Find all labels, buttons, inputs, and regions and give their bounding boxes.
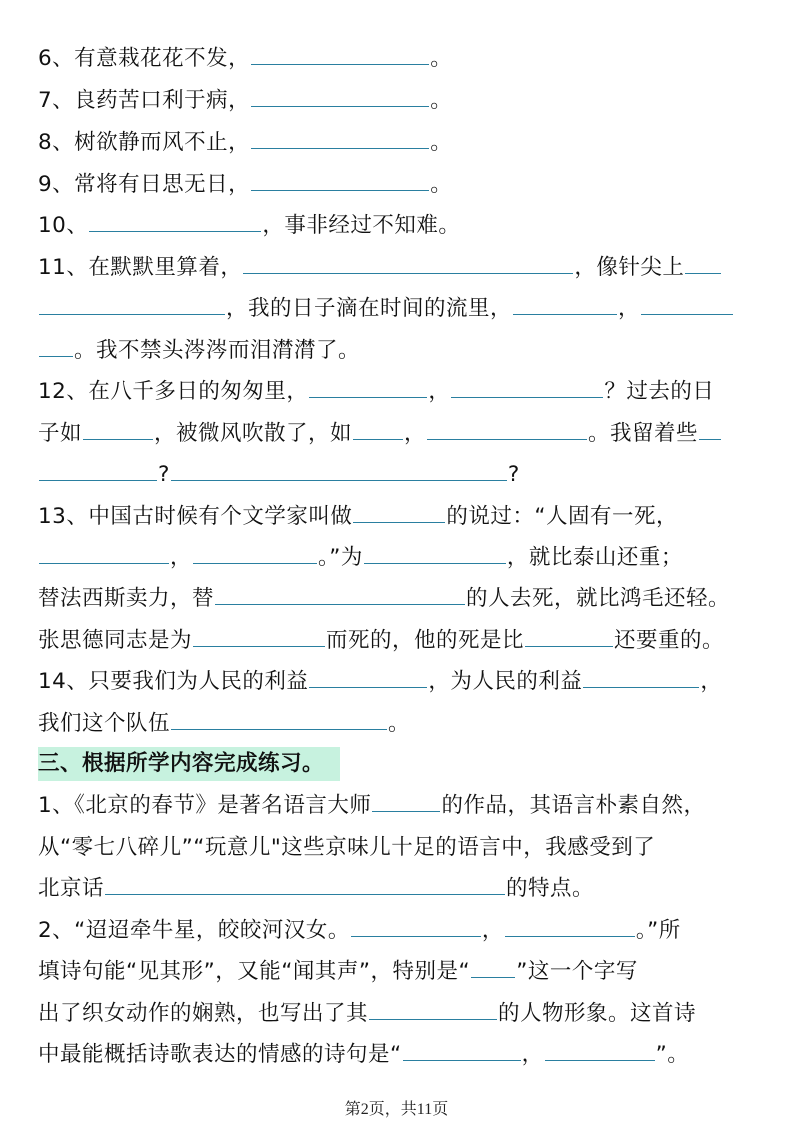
section-3-heading bbox=[38, 747, 340, 781]
answer-blank[interactable] bbox=[505, 935, 635, 937]
question-11-line-3: 。我不禁头涔涔而泪潸潸了。 bbox=[38, 336, 360, 366]
answer-blank[interactable] bbox=[251, 63, 429, 65]
answer-blank[interactable] bbox=[583, 686, 699, 688]
section-3-question-2-line-3: 出了织女动作的娴熟，也写出了其 的人物形象。这首诗 bbox=[38, 1001, 697, 1026]
answer-blank[interactable] bbox=[372, 810, 440, 812]
question-14-line-1: 14、只要我们为人民的利益 ，为人民的利益 ， bbox=[38, 669, 723, 694]
answer-blank[interactable] bbox=[369, 1018, 497, 1020]
answer-blank[interactable] bbox=[171, 728, 387, 730]
question-11-line-1: 11、在默默里算着， ，像针尖上 bbox=[38, 253, 722, 283]
answer-blank[interactable] bbox=[251, 189, 429, 191]
question-7: 7、良药苦口利于病， 。 bbox=[38, 88, 453, 113]
answer-blank[interactable] bbox=[193, 645, 325, 647]
answer-blank[interactable] bbox=[471, 976, 515, 978]
section-3-question-1-line-2: 从“零七八碎儿”“玩意儿"这些京味儿十足的语言中，我感受到了 bbox=[38, 835, 656, 860]
answer-blank[interactable] bbox=[171, 479, 507, 481]
answer-blank[interactable] bbox=[403, 1059, 521, 1061]
answer-blank[interactable] bbox=[641, 313, 733, 315]
answer-blank[interactable] bbox=[427, 438, 587, 440]
question-14-line-2: 我们这个队伍 。 bbox=[38, 711, 411, 736]
question-12-line-2: 子如 ，被微风吹散了，如 ， 。我留着些 bbox=[38, 419, 722, 449]
answer-blank[interactable] bbox=[351, 935, 481, 937]
answer-blank[interactable] bbox=[251, 147, 429, 149]
answer-blank[interactable] bbox=[39, 313, 225, 315]
answer-blank[interactable] bbox=[451, 396, 603, 398]
answer-blank[interactable] bbox=[39, 479, 157, 481]
question-13-line-3: 替法西斯卖力，替 的人去死，就比鸿毛还轻。 bbox=[38, 586, 731, 611]
answer-blank[interactable] bbox=[309, 686, 427, 688]
section-3-question-2-line-4: 中最能概括诗歌表达的情感的诗句是“ ， ”。 bbox=[38, 1042, 690, 1067]
question-13-line-4: 张思德同志是为 而死的，他的死是比 还要重的。 bbox=[38, 628, 725, 653]
answer-blank[interactable] bbox=[513, 313, 617, 315]
answer-blank[interactable] bbox=[685, 272, 721, 274]
answer-blank[interactable] bbox=[353, 438, 403, 440]
question-12-line-1: 12、在八千多日的匆匆里， ， ？过去的日 bbox=[38, 379, 715, 404]
question-12-line-3: ? ? bbox=[38, 460, 520, 490]
question-10: 10、 ，事非经过不知难。 bbox=[38, 213, 461, 238]
question-13-line-2: ， 。”为 ，就比泰山还重； bbox=[38, 543, 683, 573]
answer-blank[interactable] bbox=[39, 562, 169, 564]
answer-blank[interactable] bbox=[309, 396, 427, 398]
answer-blank[interactable] bbox=[525, 645, 613, 647]
answer-blank[interactable] bbox=[545, 1059, 655, 1061]
section-3-title: 三、根据所学内容完成练习。 bbox=[38, 751, 325, 776]
answer-blank[interactable] bbox=[699, 438, 721, 440]
answer-blank[interactable] bbox=[251, 105, 429, 107]
section-3-question-1-line-3: 北京话 的特点。 bbox=[38, 876, 595, 901]
answer-blank[interactable] bbox=[89, 230, 261, 232]
section-3-question-1-line-1: 1、《北京的春节》是著名语言大师 的作品，其语言朴素自然， bbox=[38, 793, 706, 818]
answer-blank[interactable] bbox=[39, 355, 73, 357]
answer-blank[interactable] bbox=[83, 438, 153, 440]
section-3-question-2-line-2: 填诗句能“见其形”，又能“闻其声”，特别是“ ”这一个字写 bbox=[38, 959, 638, 984]
answer-blank[interactable] bbox=[243, 272, 573, 274]
question-8: 8、树欲静而风不止， 。 bbox=[38, 130, 453, 155]
answer-blank[interactable] bbox=[364, 562, 506, 564]
question-9: 9、常将有日思无日， 。 bbox=[38, 172, 453, 197]
answer-blank[interactable] bbox=[215, 603, 465, 605]
section-3-question-2-line-1: 2、“迢迢牵牛星，皎皎河汉女。 ， 。”所 bbox=[38, 918, 681, 943]
page-number-footer: 第2页，共11页 bbox=[344, 1101, 449, 1118]
question-6: 6、有意栽花花不发， 。 bbox=[38, 46, 453, 71]
answer-blank[interactable] bbox=[105, 893, 505, 895]
question-13-line-1: 13、中国古时候有个文学家叫做 的说过：“人固有一死， bbox=[38, 504, 678, 529]
answer-blank[interactable] bbox=[353, 521, 445, 523]
answer-blank[interactable] bbox=[193, 562, 317, 564]
question-11-line-2: ，我的日子滴在时间的流里， ， bbox=[38, 294, 734, 324]
